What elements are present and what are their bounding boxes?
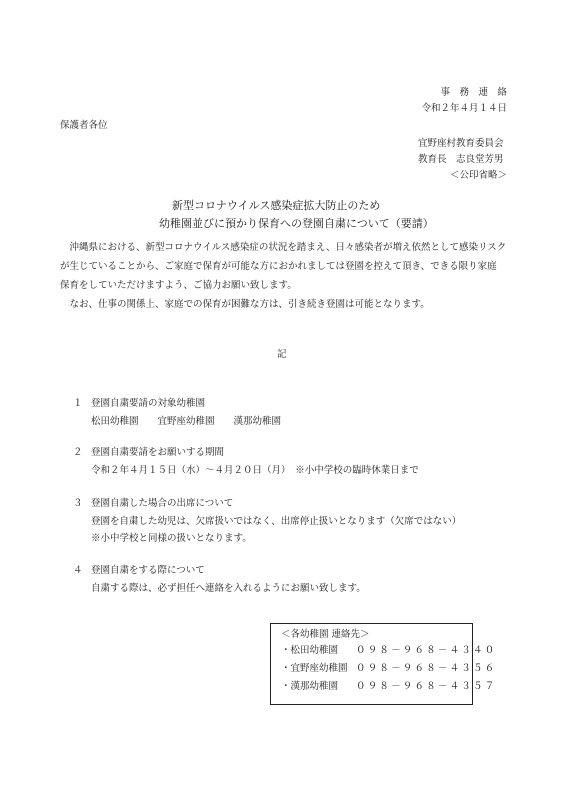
item-4-heading: 登園自粛をする際について — [91, 565, 205, 576]
contact-row — [281, 645, 497, 657]
contact-heading: ＜各幼稚園 連絡先＞ — [281, 629, 370, 640]
body-paragraph-1-line-3: 保育をしていただけますよう、ご協力お願い致します。 — [60, 280, 297, 291]
item-1-number: １ — [73, 398, 83, 409]
item-2-line-1: 令和２年４月１５日（水）～４月２０日（月） ※小中学校の臨時休業日まで — [91, 465, 419, 476]
item-3-line-1: 登園を自粛した幼児は、欠席扱いではなく、出席停止扱いとなります（欠席ではない） — [91, 516, 462, 527]
contact-phone: ０９８－９６８－４３５７ — [356, 681, 497, 692]
contact-row — [281, 681, 497, 693]
item-1-heading: 登園自粛要請の対象幼稚園 — [91, 398, 206, 409]
body-paragraph-1-line-2: が生じていることから、ご家庭で保育が可能な方におかれましては登園を控えて頂き、できる限り家庭 — [60, 261, 497, 272]
addressee: 保護者各位 — [60, 120, 108, 131]
contact-phone: ０９８－９６８－４３５６ — [356, 663, 497, 674]
contact-box — [270, 623, 497, 705]
item-4-number: ４ — [73, 565, 83, 576]
item-4-line-1: 自粛する際は、必ず担任へ連絡を入れるようにお願い致します。 — [91, 583, 366, 594]
item-3-heading: 登園自粛した場合の出席について — [91, 498, 234, 509]
sender-org: 宜野座村教育委員会 — [418, 138, 504, 149]
title-line-2: 幼稚園並びに預かり保育への登園自粛について（要請） — [159, 217, 434, 230]
item-2-heading: 登園自粛要請をお願いする期間 — [91, 447, 225, 458]
contact-row — [281, 663, 497, 675]
sender-name: 教育長 志良堂芳男 — [418, 154, 504, 165]
item-2-number: ２ — [73, 447, 83, 458]
body-paragraph-1-line-1: 沖縄県における、新型コロナウイルス感染症の状況を踏まえ、日々感染者が増え依然として感染リスク — [60, 242, 507, 253]
contact-name: ・漢那幼稚園 — [281, 681, 339, 692]
item-1-line-1: 松田幼稚園 宜野座幼稚園 漢那幼稚園 — [91, 416, 282, 427]
item-3-number: ３ — [73, 498, 83, 509]
seal-note: ＜公印省略＞ — [449, 170, 507, 181]
item-3-line-2: ※小中学校と同様の扱いとなります。 — [91, 533, 252, 544]
title-line-1: 新型コロナウイルス感染症拡大防止のため — [172, 199, 381, 212]
contact-name: ・松田幼稚園 — [281, 645, 339, 656]
doc-type: 事 務 連 絡 — [440, 87, 507, 98]
body-paragraph-2: なお、仕事の関係上、家庭での保育が困難な方は、引き続き登園は可能となります。 — [60, 299, 430, 310]
contact-name: ・宜野座幼稚園 — [281, 663, 348, 674]
contact-phone: ０９８－９６８－４３４０ — [356, 645, 497, 656]
ki-heading: 記 — [277, 349, 287, 360]
doc-date: 令和２年４月１４日 — [421, 103, 507, 114]
